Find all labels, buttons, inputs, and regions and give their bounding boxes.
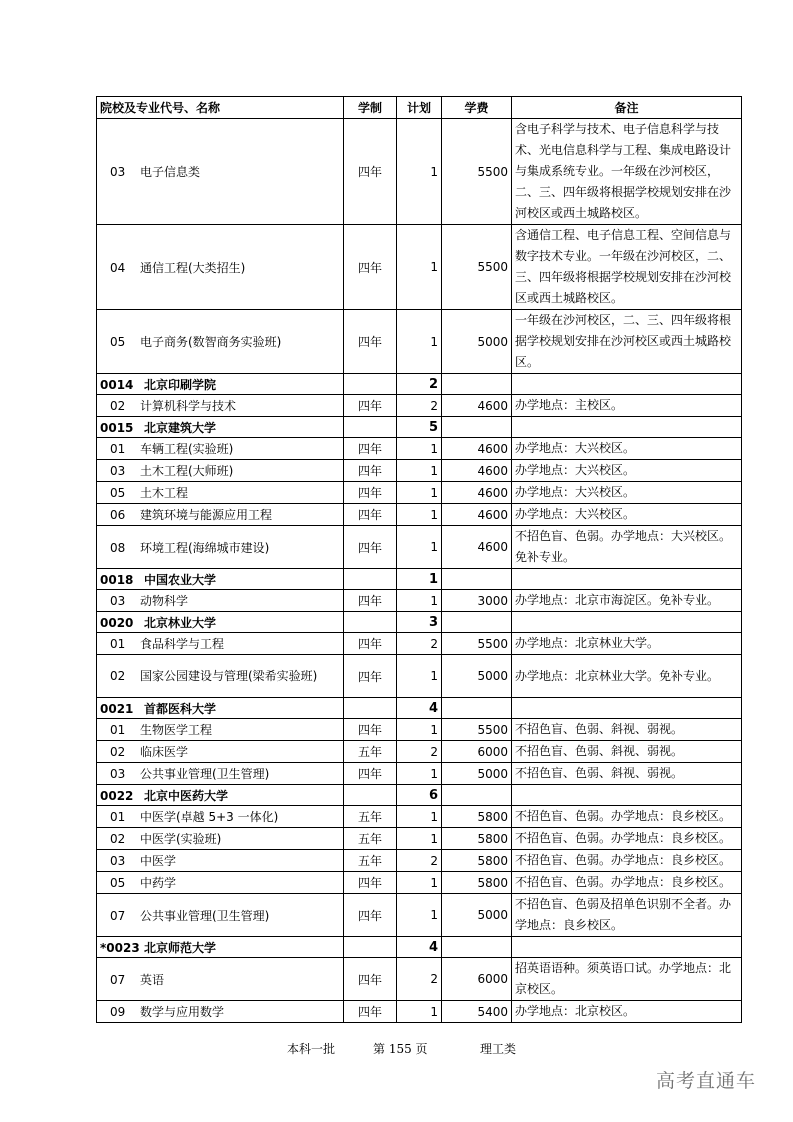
table-row [97,395,742,417]
school-row [97,785,742,806]
plan-count: 1 [397,894,442,937]
school-row [97,417,742,438]
major-name: 食品科学与工程 [140,637,225,651]
header-name: 院校及专业代号、名称 [97,97,344,119]
study-years: 四年 [344,655,397,698]
table-row [97,482,742,504]
plan-count: 1 [397,655,442,698]
school-row [97,374,742,395]
table-row [97,828,742,850]
study-years: 四年 [344,633,397,655]
table-row [97,526,742,569]
major-code: 04 [110,260,126,275]
table-row [97,1001,742,1023]
school-name: 北京中医药大学 [144,788,229,803]
plan-count: 1 [397,310,442,374]
plan-count: 2 [397,395,442,417]
plan-count: 1 [397,828,442,850]
note: 招英语语种。须英语口试。办学地点：北京校区。 [512,958,742,1001]
study-years: 四年 [344,763,397,785]
major-name: 英语 [140,972,165,987]
tuition-fee: 4600 [442,526,512,569]
school-plan-count: 1 [397,569,442,590]
plan-count: 1 [397,225,442,310]
table-row [97,633,742,655]
table-row [97,958,742,1001]
note: 含电子科学与技术、电子信息科学与技术、光电信息科学与工程、集成电路设计与集成系统专业。一年级在沙河校区，二、三、四年级将根据学校规划安排在沙河校区或西土城路校区。 [512,119,742,225]
header-fee: 学费 [442,97,512,119]
table-row [97,310,742,374]
note: 不招色盲、色弱、斜视、弱视。 [512,763,742,785]
major-name: 土木工程 [140,486,189,500]
plan-count: 2 [397,850,442,872]
tuition-fee: 5500 [442,719,512,741]
tuition-fee: 5800 [442,850,512,872]
plan-count: 1 [397,504,442,526]
study-years: 四年 [344,958,397,1001]
table-row [97,590,742,612]
major-name: 中药学 [140,876,177,890]
major-name: 生物医学工程 [140,723,213,737]
major-name: 计算机科学与技术 [140,399,237,413]
major-code: 03 [110,464,126,478]
table-row [97,225,742,310]
plan-count: 1 [397,763,442,785]
major-code: 02 [110,399,126,413]
school-plan-count: 4 [397,698,442,719]
table-row [97,719,742,741]
watermark: 高考直通车 [656,1070,757,1092]
major-code: 05 [110,335,126,349]
footer-page-number: 第 155 页 [373,1042,428,1056]
major-name: 公共事业管理(卫生管理) [140,908,270,923]
tuition-fee: 5000 [442,310,512,374]
major-code: 06 [110,508,126,522]
school-plan-count: 6 [397,785,442,806]
study-years: 五年 [344,828,397,850]
school-code: *0023 [100,940,140,955]
note: 不招色盲、色弱。办学地点：良乡校区。 [512,850,742,872]
school-code: 0018 [100,572,134,587]
note: 含通信工程、电子信息工程、空间信息与数字技术专业。一年级在沙河校区，二、三、四年级将根据学校规划安排在沙河校区或西土城路校区。 [512,225,742,310]
tuition-fee: 6000 [442,958,512,1001]
note: 不招色盲、色弱。办学地点：良乡校区。 [512,828,742,850]
table-row [97,655,742,698]
study-years: 五年 [344,741,397,763]
major-name: 数学与应用数学 [140,1005,225,1019]
major-code: 02 [110,832,126,846]
school-name: 北京印刷学院 [144,377,217,392]
major-code: 01 [110,637,126,651]
school-row [97,612,742,633]
study-years: 四年 [344,460,397,482]
tuition-fee: 5400 [442,1001,512,1023]
note: 办学地点：大兴校区。 [512,438,742,460]
major-code: 03 [110,165,126,179]
major-name: 电子商务(数智商务实验班) [140,335,282,349]
table-row [97,741,742,763]
note: 办学地点：主校区。 [512,395,742,417]
school-row [97,937,742,958]
plan-count: 2 [397,633,442,655]
major-code: 05 [110,486,126,500]
major-code: 02 [110,745,126,759]
plan-count: 1 [397,872,442,894]
table-row [97,504,742,526]
major-name: 建筑环境与能源应用工程 [140,508,273,522]
plan-count: 1 [397,806,442,828]
study-years: 四年 [344,872,397,894]
table-row [97,850,742,872]
table-row [97,438,742,460]
plan-count: 1 [397,719,442,741]
major-name: 中医学 [140,854,177,868]
plan-count: 1 [397,1001,442,1023]
plan-count: 1 [397,590,442,612]
major-name: 中医学(实验班) [140,832,222,846]
table-row [97,119,742,225]
note: 不招色盲、色弱及招单色识别不全者。办学地点：良乡校区。 [512,894,742,937]
footer-batch: 本科一批 [287,1042,336,1056]
study-years: 四年 [344,526,397,569]
header-note: 备注 [512,97,742,119]
tuition-fee: 5800 [442,806,512,828]
major-name: 中医学(卓越 5+3 一体化) [140,810,279,824]
note: 不招色盲、色弱。办学地点：良乡校区。 [512,806,742,828]
major-name: 公共事业管理(卫生管理) [140,767,270,781]
school-row [97,698,742,719]
major-code: 02 [110,668,126,683]
major-code: 09 [110,1005,126,1019]
major-name: 土木工程(大师班) [140,464,234,478]
table-row [97,460,742,482]
study-years: 四年 [344,482,397,504]
major-code: 03 [110,854,126,868]
major-name: 国家公园建设与管理(梁希实验班) [140,668,318,683]
study-years: 四年 [344,225,397,310]
school-name: 北京林业大学 [144,615,217,630]
school-code: 0020 [100,615,134,630]
study-years: 五年 [344,806,397,828]
tuition-fee: 4600 [442,438,512,460]
note: 办学地点：大兴校区。 [512,482,742,504]
header-system: 学制 [344,97,397,119]
table-row [97,894,742,937]
school-name: 首都医科大学 [144,701,217,716]
major-code: 03 [110,767,126,781]
tuition-fee: 4600 [442,460,512,482]
note: 办学地点：北京林业大学。 [512,633,742,655]
school-code: 0014 [100,377,134,392]
tuition-fee: 6000 [442,741,512,763]
school-plan-count: 5 [397,417,442,438]
major-name: 临床医学 [140,745,189,759]
note: 一年级在沙河校区，二、三、四年级将根据学校规划安排在沙河校区或西土城路校区。 [512,310,742,374]
tuition-fee: 4600 [442,504,512,526]
tuition-fee: 5500 [442,225,512,310]
tuition-fee: 5000 [442,763,512,785]
tuition-fee: 5800 [442,872,512,894]
tuition-fee: 5000 [442,894,512,937]
tuition-fee: 5000 [442,655,512,698]
school-name: 北京师范大学 [144,940,217,955]
school-row [97,569,742,590]
footer-category: 理工类 [480,1042,517,1056]
header-plan: 计划 [397,97,442,119]
note: 不招色盲、色弱、斜视、弱视。 [512,719,742,741]
plan-count: 1 [397,482,442,504]
major-code: 05 [110,876,126,890]
tuition-fee: 4600 [442,482,512,504]
school-code: 0021 [100,701,134,716]
note: 办学地点：大兴校区。 [512,460,742,482]
study-years: 四年 [344,395,397,417]
school-name: 北京建筑大学 [144,420,217,435]
school-code: 0015 [100,420,134,435]
plan-count: 1 [397,119,442,225]
major-code: 01 [110,723,126,737]
note: 办学地点：北京林业大学。免补专业。 [512,655,742,698]
table-header-row [97,97,742,119]
plan-count: 1 [397,460,442,482]
plan-count: 2 [397,741,442,763]
note: 办学地点：北京校区。 [512,1001,742,1023]
study-years: 四年 [344,504,397,526]
major-code: 07 [110,908,126,923]
plan-count: 1 [397,438,442,460]
note: 不招色盲、色弱、斜视、弱视。 [512,741,742,763]
study-years: 四年 [344,719,397,741]
tuition-fee: 4600 [442,395,512,417]
major-name: 环境工程(海绵城市建设) [140,540,270,555]
school-plan-count: 2 [397,374,442,395]
major-name: 动物科学 [140,594,189,608]
plan-count: 1 [397,526,442,569]
study-years: 四年 [344,1001,397,1023]
school-code: 0022 [100,788,134,803]
tuition-fee: 5500 [442,633,512,655]
tuition-fee: 5800 [442,828,512,850]
plan-count: 2 [397,958,442,1001]
major-code: 07 [110,972,126,987]
study-years: 四年 [344,438,397,460]
table-row [97,806,742,828]
study-years: 五年 [344,850,397,872]
note: 不招色盲、色弱。办学地点：良乡校区。 [512,872,742,894]
school-plan-count: 3 [397,612,442,633]
study-years: 四年 [344,310,397,374]
study-years: 四年 [344,894,397,937]
table-row [97,763,742,785]
study-years: 四年 [344,590,397,612]
tuition-fee: 3000 [442,590,512,612]
major-name: 电子信息类 [140,165,201,179]
school-plan-count: 4 [397,937,442,958]
major-name: 通信工程(大类招生) [140,260,246,275]
major-code: 01 [110,442,126,456]
note: 办学地点：大兴校区。 [512,504,742,526]
school-name: 中国农业大学 [144,572,217,587]
major-name: 车辆工程(实验班) [140,442,234,456]
major-code: 01 [110,810,126,824]
study-years: 四年 [344,119,397,225]
table-row [97,872,742,894]
major-code: 08 [110,540,126,555]
tuition-fee: 5500 [442,119,512,225]
note: 办学地点：北京市海淀区。免补专业。 [512,590,742,612]
major-code: 03 [110,594,126,608]
note: 不招色盲、色弱。办学地点：大兴校区。免补专业。 [512,526,742,569]
admission-plan-table [96,96,742,1023]
